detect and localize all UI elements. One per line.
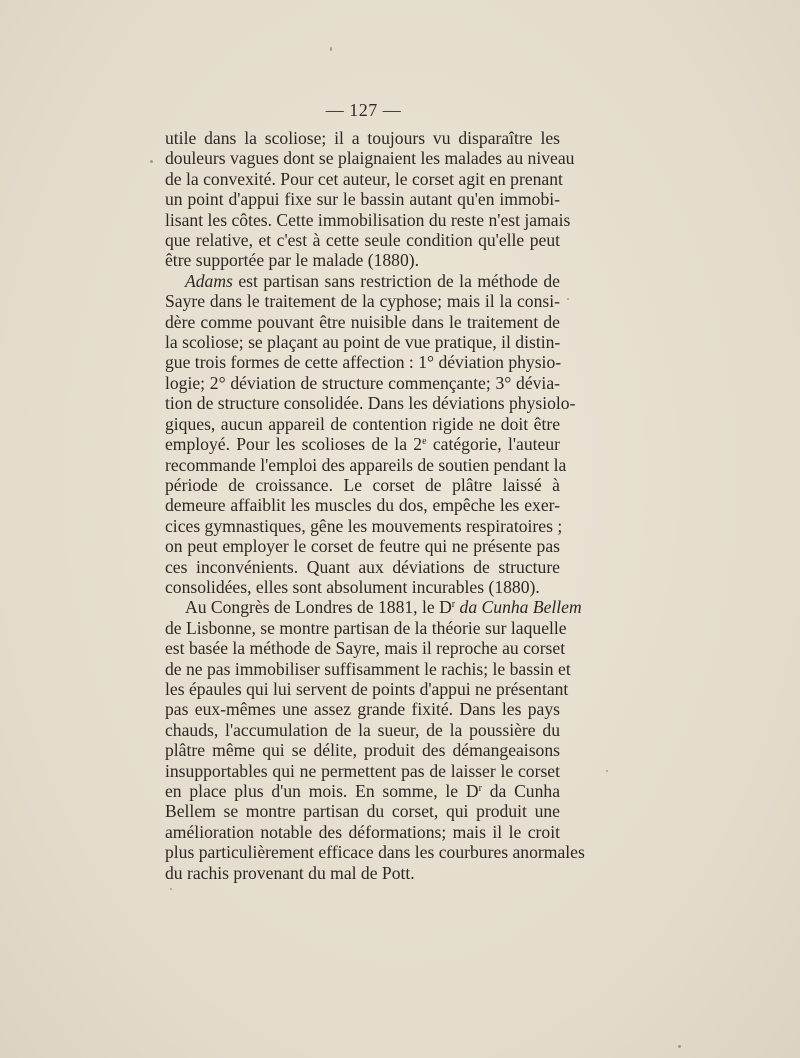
text-line: logie; 2° déviation de structure commençante; 3° dévia- xyxy=(165,372,560,393)
text-line: cices gymnastiques, gêne les mouvements respiratoires ; xyxy=(165,515,563,536)
text-line: plâtre même qui se délite, produit des démangeaisons xyxy=(165,740,560,761)
text-line: demeure affaiblit les muscles du dos, empêche les exer- xyxy=(165,495,560,516)
paper-speck xyxy=(606,770,608,772)
text-line: période de croissance. Le corset de plâtre laissé à xyxy=(165,474,560,495)
author-name-adams: Adams xyxy=(185,270,233,291)
text-line: est basée la méthode de Sayre, mais il reproche au corset xyxy=(165,638,566,659)
text-line: insupportables qui ne permettent pas de laisser le corset xyxy=(165,760,560,781)
text-line: la scoliose; se plaçant au point de vue pratique, il distin- xyxy=(165,332,561,353)
text-line: tion de structure consolidée. Dans les déviations physiolo- xyxy=(165,393,576,414)
text-line: plus particulièrement efficace dans les courbures anormales xyxy=(165,842,585,863)
page-number: — 127 — xyxy=(325,100,402,120)
text-line: en place plus d'un mois. En somme, le $D^r$ da Cunha xyxy=(165,781,561,801)
paragraph-2 xyxy=(165,270,576,598)
text-line: les épaules qui lui servent de points d'appui ne présentant xyxy=(165,678,569,699)
author-name-da-cunha-bellem: da Cunha Bellem xyxy=(455,597,582,618)
text-line: Au Congrès de Londres de 1881, le $D^r$ da Cunha Bellem xyxy=(185,597,582,618)
paper-speck xyxy=(170,888,172,890)
text-line: du rachis provenant du mal de Pott. xyxy=(165,862,415,883)
text-line: de la convexité. Pour cet auteur, le corset agit en prenant xyxy=(165,168,563,189)
text-line: ces inconvénients. Quant aux déviations de structure xyxy=(165,556,560,577)
text-line: que relative, et c'est à cette seule condition qu'elle peut xyxy=(165,230,560,251)
text-line: Sayre dans le traitement de la cyphose; mais il la consi- xyxy=(165,291,560,312)
text-line: recommande l'emploi des appareils de soutien pendant la xyxy=(165,454,567,475)
text-line: on peut employer le corset de feutre qui ne présente pas xyxy=(165,536,560,557)
paper-speck xyxy=(678,1045,681,1048)
paper-speck xyxy=(150,160,153,163)
text-line: gue trois formes de cette affection : 1° déviation physio- xyxy=(165,352,562,373)
text-line: utile dans la scoliose; il a toujours vu disparaître les xyxy=(165,128,560,148)
paper-speck xyxy=(567,298,569,300)
text-line: chauds, l'accumulation de la sueur, de la poussière du xyxy=(165,719,560,740)
text-line: employé. Pour les scolioses de la 2e catégorie, l'auteur xyxy=(165,434,560,455)
text-line: giques, aucun appareil de contention rigide ne doit être xyxy=(165,413,560,434)
text-line: un point d'appui fixe sur le bassin autant qu'en immobi- xyxy=(165,189,560,210)
text-line: de ne pas immobiliser suffisamment le rachis; le bassin et xyxy=(165,658,571,679)
text-line: dère comme pouvant être nuisible dans le traitement de xyxy=(165,311,560,332)
text-line: douleurs vagues dont se plaignaient les malades au niveau xyxy=(165,148,575,169)
text-line: être supportée par le malade (1880). xyxy=(165,250,420,271)
paragraph-3 xyxy=(165,597,585,883)
paper-speck xyxy=(330,47,332,51)
paragraph-1 xyxy=(165,128,575,271)
text-line: Adams est partisan sans restriction de la méthode de xyxy=(185,270,560,291)
text-line: Bellem se montre partisan du corset, qui produit une xyxy=(165,801,560,822)
text-line: lisant les côtes. Cette immobilisation du reste n'est jamais xyxy=(165,209,571,230)
body-text xyxy=(165,128,585,883)
text-line: pas eux-mêmes une assez grande fixité. Dans les pays xyxy=(165,699,560,720)
text-line: amélioration notable des déformations; mais il le croit xyxy=(165,821,560,842)
text-line: consolidées, elles sont absolument incurables (1880). xyxy=(165,576,540,597)
text-line: de Lisbonne, se montre partisan de la théorie sur laquelle xyxy=(165,617,567,638)
